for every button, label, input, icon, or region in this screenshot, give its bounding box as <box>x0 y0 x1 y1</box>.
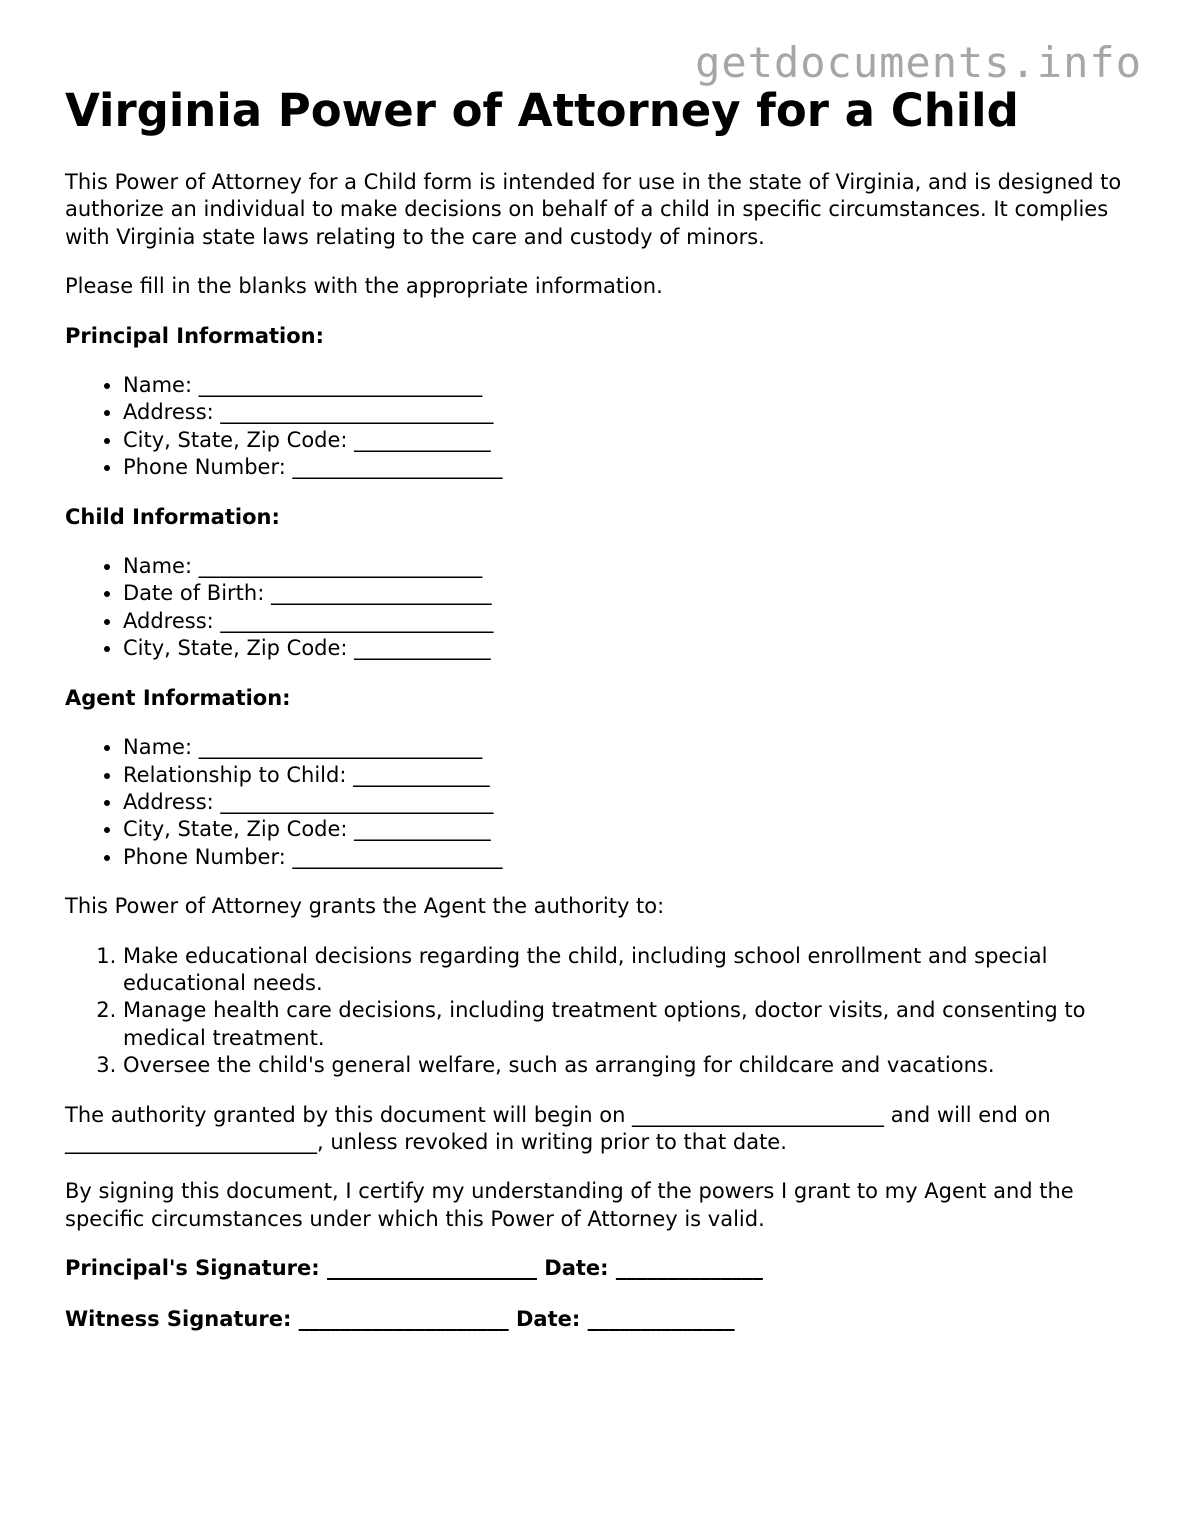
child-dob-field[interactable]: • Date of Birth: _____________________ <box>123 580 1125 607</box>
document-body <box>65 82 1125 1356</box>
principal-city-state-zip-field[interactable]: • City, State, Zip Code: _____________ <box>123 427 1125 454</box>
principal-signature-line[interactable]: Principal's Signature: ____________________ Date: ______________ <box>65 1256 763 1281</box>
watermark: getdocuments.info <box>695 38 1142 87</box>
authority-intro: This Power of Attorney grants the Agent the authority to: <box>65 894 665 919</box>
principal-address-field[interactable]: • Address: __________________________ <box>123 399 1125 426</box>
child-address-field[interactable]: • Address: __________________________ <box>123 608 1125 635</box>
principal-heading: Principal Information: <box>65 323 325 348</box>
agent-phone-field[interactable]: • Phone Number: ____________________ <box>123 844 1125 871</box>
authority-item-welfare: 3. Oversee the child's general welfare, such as arranging for childcare and vacations. <box>123 1052 1125 1079</box>
agent-relationship-field[interactable]: • Relationship to Child: _____________ <box>123 762 1125 789</box>
page-title: Virginia Power of Attorney for a Child <box>65 84 1019 137</box>
child-fields-list <box>65 553 1125 663</box>
witness-signature-line[interactable]: Witness Signature: ____________________ Date: ______________ <box>65 1306 735 1331</box>
authorities-list <box>65 943 1125 1080</box>
principal-phone-field[interactable]: • Phone Number: ____________________ <box>123 454 1125 481</box>
agent-name-field[interactable]: • Name: ___________________________ <box>123 734 1125 761</box>
principal-fields-list <box>65 372 1125 482</box>
intro-paragraph: This Power of Attorney for a Child form is intended for use in the state of Virginia, and is designed to authorize an individual to make decisions on behalf of a child in specific circumstances. It complies with Virginia state laws relating to the care and custody of minors. <box>65 170 1122 249</box>
principal-name-field[interactable]: • Name: ___________________________ <box>123 372 1125 399</box>
instruction-paragraph: Please fill in the blanks with the appropriate information. <box>65 274 663 299</box>
agent-heading: Agent Information: <box>65 685 291 710</box>
certification-paragraph: By signing this document, I certify my understanding of the powers I grant to my Agent and the specific circumstances under which this Power of Attorney is valid. <box>65 1179 1074 1231</box>
child-name-field[interactable]: • Name: ___________________________ <box>123 553 1125 580</box>
child-city-state-zip-field[interactable]: • City, State, Zip Code: _____________ <box>123 635 1125 662</box>
child-heading: Child Information: <box>65 504 280 529</box>
authority-item-educational: 1. Make educational decisions regarding the child, including school enrollment and special educational needs. <box>123 943 1125 998</box>
agent-city-state-zip-field[interactable]: • City, State, Zip Code: _____________ <box>123 816 1125 843</box>
duration-paragraph[interactable]: The authority granted by this document will begin on ________________________ and will end on ________________________, unless revoked in writing prior to that date. <box>65 1102 1051 1154</box>
authority-item-health-care: 2. Manage health care decisions, including treatment options, doctor visits, and consenting to medical treatment. <box>123 997 1125 1052</box>
agent-address-field[interactable]: • Address: __________________________ <box>123 789 1125 816</box>
agent-fields-list <box>65 734 1125 871</box>
